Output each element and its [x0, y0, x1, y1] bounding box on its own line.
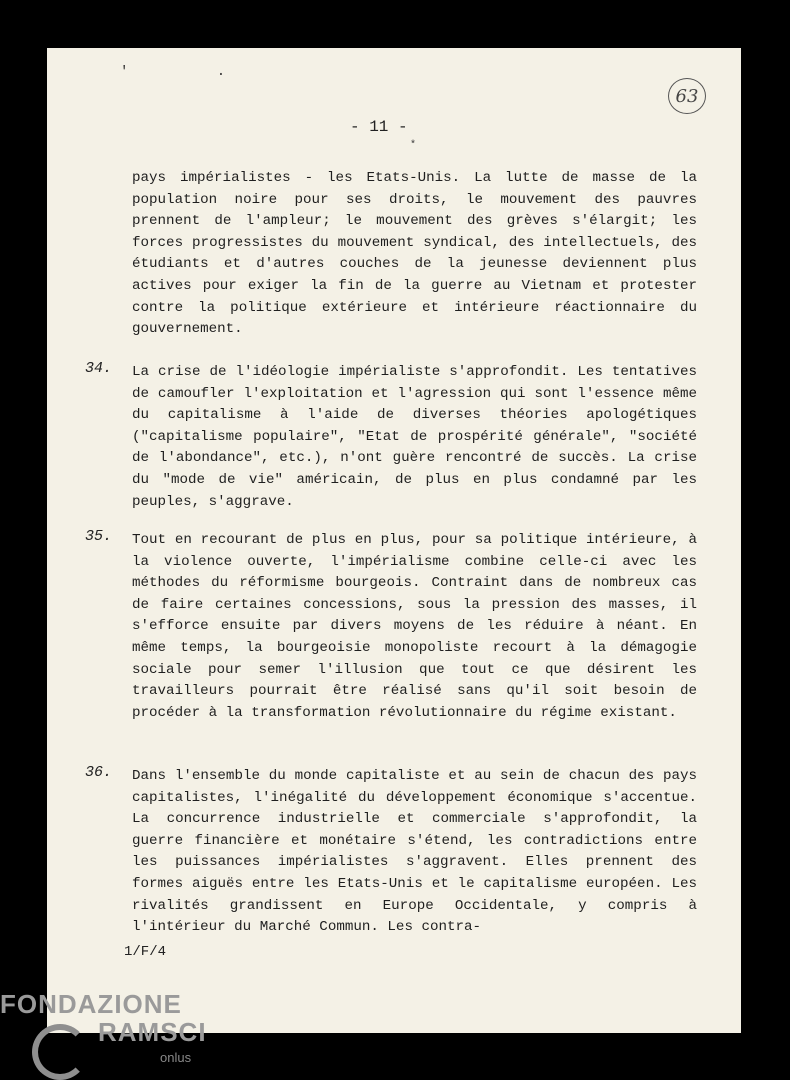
paragraph-34: La crise de l'idéologie impérialiste s'approfondit. Les tentatives de camoufler l'exploitation et l'agression qui sont l'essence même du capitalisme à l'aide de diverses théories apologétiques ("capitalisme populaire", "Etat de prospérité générale", "société de l'abondance", etc.), n'ont guère rencontré de succès. La crise du "mode de vie" américain, de plus en plus condamné par les peuples, s'aggrave. — [132, 364, 697, 510]
margin-marks: ' . — [120, 64, 266, 80]
g-logo-icon — [32, 1024, 88, 1080]
paragraph-number-34: 34. — [85, 360, 113, 377]
paragraph-35: Tout en recourant de plus en plus, pour sa politique intérieure, à la violence ouverte, l'impérialisme combine celle-ci avec les méthodes du réformisme bourgeois. Contraint dans de nombreux cas de faire certaines concessions, sous la pression des masses, il s'efforce ensuite par divers moyens de les réduire à néant. En même temps, la bourgeoisie monopoliste recourt à la démagogie sociale pour semer l'illusion que tout ce que désirent les travailleurs pourrait être réalisé sans qu'il soit besoin de procéder à la transformation révolutionnaire du régime existant. — [132, 532, 697, 721]
page-number: - 11 - — [350, 118, 408, 136]
watermark — [0, 990, 207, 1046]
paragraph-number-36: 36. — [85, 764, 113, 781]
tick-mark: * — [410, 140, 417, 151]
watermark-sub: onlus — [160, 1050, 192, 1065]
paragraph-36: Dans l'ensemble du monde capitaliste et au sein de chacun des pays capitalistes, l'inégalité du développement économique s'accentue. La concurrence industrielle et commerciale s'approfondit, la guerre financière et monétaire s'étend, les contradictions entre les puissances impérialistes s'aggravent. Elles prennent des formes aiguës entre les Etats-Unis et le capitalisme européen. Les rivalités grandissent en Europe Occidentale, y compris à l'intérieur du Marché Commun. Les contra- — [132, 768, 697, 936]
intro-paragraph: pays impérialistes - les Etats-Unis. La lutte de masse de la population noire pour ses droits, le mouvement des pauvres prennent de l'ampleur; le mouvement des grèves s'élargit; les forces progressistes du mouvement syndical, des intellectuels, des étudiants et d'autres couches de la jeunesse deviennent plus actives pour exiger la fin de la guerre au Vietnam et protester contre la politique extérieure et intérieure réactionnaire du gouvernement. — [132, 170, 697, 338]
paragraph-number-35: 35. — [85, 528, 113, 545]
watermark-line2: RAMSCI — [98, 1017, 207, 1047]
watermark-line1: FONDAZIONE — [0, 989, 182, 1019]
document-reference: 1/F/4 — [124, 944, 167, 960]
archive-stamp: 63 — [668, 78, 706, 114]
